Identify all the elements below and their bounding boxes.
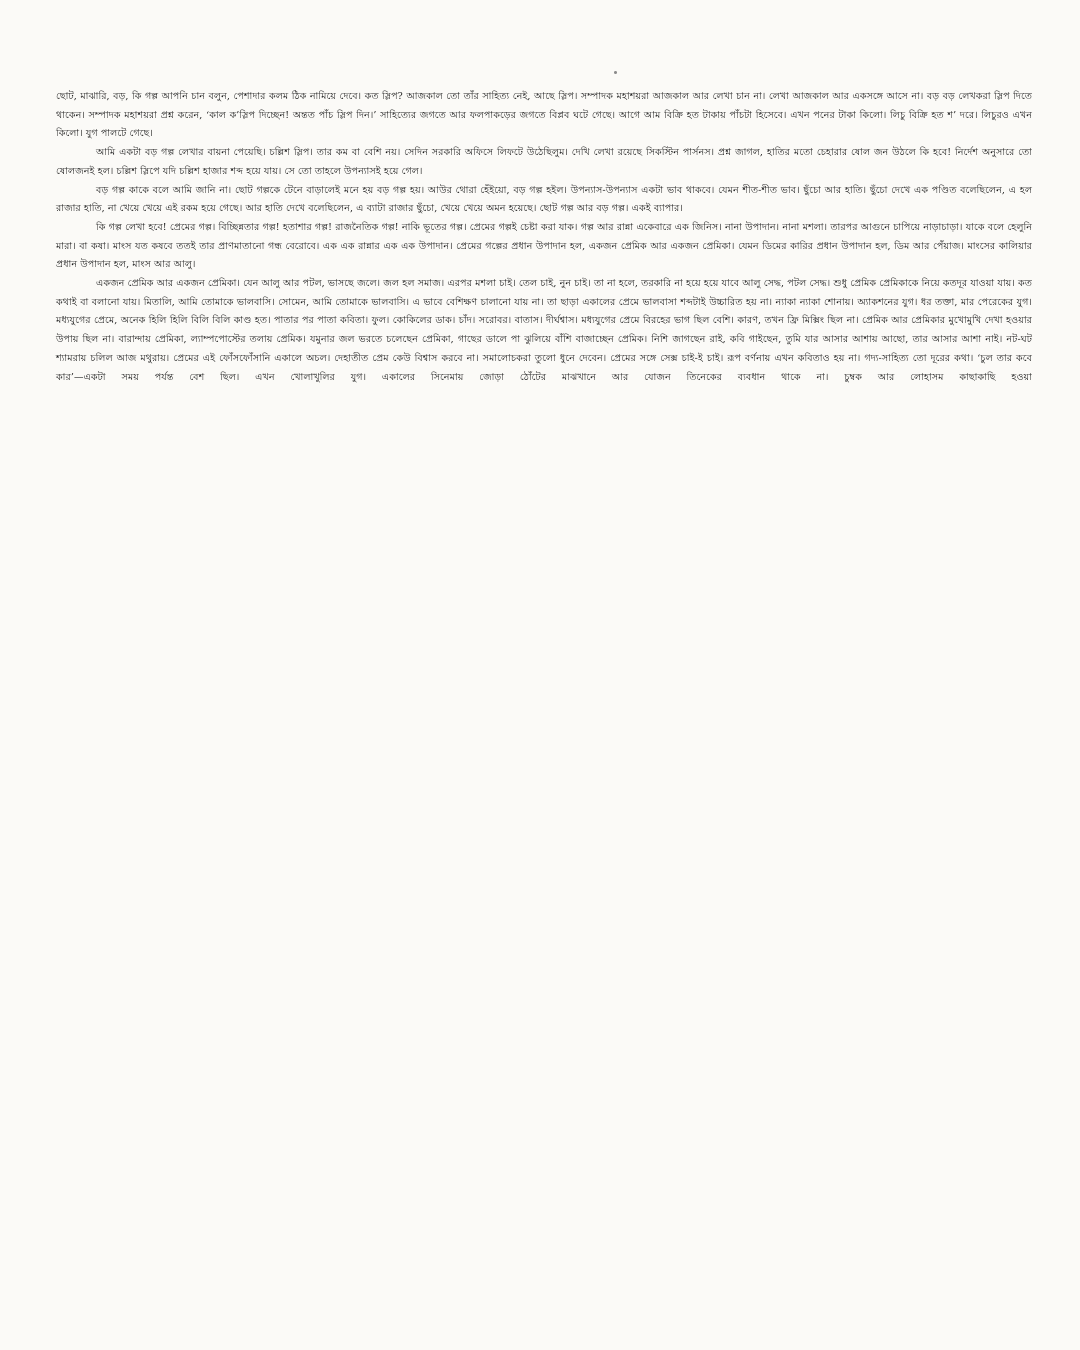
paragraph-2: আমি একটা বড় গল্প লেখার বায়না পেয়েছি। চল্লিশ স্লিপ। তার কম বা বেশি নয়। সেদিন সরকারি অফিসে লিফটে উঠেছিলুম। দেখি লেখা রয়েছে সিকস্টিন পার্সনস। প্রশ্ন জাগল, হাতির মতো চেহারার ষোল জন উঠলে কি হবে! নির্দেশ অনুসারে তো ষোলজনই হল। চল্লিশ স্লিপে যদি চল্লিশ হাজার শব্দ হয়ে যায়। সে তো তাহলে উপন্যাসই হয়ে গেল। bbox=[56, 147, 1032, 177]
paragraph-3: বড় গল্প কাকে বলে আমি জানি না। ছোট গল্পকে টেনে বাড়ালেই মনে হয় বড় গল্প হয়। আউর থোরা হেঁইয়ো, বড় গল্প হইল। উপন্যাস-উপন্যাস একটা ভাব থাকবে। যেমন শীত-শীত ভাব। ছুঁচো আর হাতি। ছুঁচো দেখে এক পণ্ডিত বলেছিলেন, এ হল রাজার হাতি, না খেয়ে খেয়ে এই রকম হয়ে গেছে। আর হাতি দেখে বলেছিলেন, এ ব্যাটা রাজার ছুঁচো, খেয়ে খেয়ে অমন হয়েছে। ছোট গল্প আর বড় গল্প। একই ব্যাপার। bbox=[56, 184, 1032, 215]
paragraph-4: কি গল্প লেখা হবে! প্রেমের গল্প। বিচ্ছিন্নতার গল্প! হতাশার গল্প! রাজনৈতিক গল্প! নাকি ভূতের গল্প। প্রেমের গল্পই চেষ্টা করা যাক। গল্প আর রান্না একেবারে এক জিনিস। নানা উপাদান। নানা মশলা। তারপর আগুনে চাপিয়ে নাড়াচাড়া। যাকে বলে হেলুনি মারা। বা কষা। মাংস যত কষবে ততই তার প্রাণমাতানো গন্ধ বেরোবে। এক এক রান্নার এক এক উপাদান। প্রেমের গল্পের প্রধান উপাদান হল, একজন প্রেমিক আর একজন প্রেমিকা। যেমন ডিমের কারির প্রধান উপাদান হল, ডিম আর পেঁয়াজ। মাংসের কালিয়ার প্রধান উপাদান হল, মাংস আর আলু। bbox=[56, 221, 1032, 271]
paragraph-1: ছোট, মাঝারি, বড়, কি গল্প আপনি চান বলুন, পেশাদার কলম ঠিক নামিয়ে দেবে। কত স্লিপ? আজকাল তো তাঁর সাহিত্য নেই, আছে স্লিপ। সম্পাদক মহাশয়রা আজকাল আর লেখা চান না। লেখা আজকাল আর একসঙ্গে আসে না। বড় বড় লেখকরা স্লিপ দিতে থাকেন। সম্পাদক মহাশয়রা প্রশ্ন করেন, ‘কাল ক’স্লিপ দিচ্ছেন! অন্তত পাঁচ স্লিপ দিন।’ সাহিত্যের জগতে আর ফলপাকড়ের জগতে বিপ্লব ঘটে গেছে। আগে আম বিক্রি হত টাকায় পাঁচটা হিসেবে। এখন পনের টাকা কিলো। লিচু বিক্রি হত শ’ দরে। লিচুরও এখন কিলো। যুগ পালটে গেছে। bbox=[56, 91, 1032, 140]
print-speck bbox=[614, 71, 617, 74]
paragraph-5: একজন প্রেমিক আর একজন প্রেমিকা। যেন আলু আর পটল, ভাসছে জলে। জল হল সমাজ। এরপর মশলা চাই। তেল চাই, নুন চাই। তা না হলে, তরকারি না হয়ে হয়ে যাবে আলু সেদ্ধ, পটল সেদ্ধ। শুধু প্রেমিক প্রেমিকাকে নিয়ে কতদূর যাওয়া যায়। কত কথাই বা বলানো যায়। মিতালি, আমি তোমাকে ভালবাসি। সোমেন, আমি তোমাকে ভালবাসি। এ ভাবে বেশিক্ষণ চালানো যায় না। তা ছাড়া একালের প্রেমে ভালবাসা শব্দটাই উচ্চারিত হয় না। ন্যাকা ন্যাকা শোনায়। অ্যাকশনের যুগ। ধর তক্তা, মার পেরেকের যুগ। মধ্যযুগের প্রেমে, অনেক হিলি হিলি বিলি বিলি কাণ্ড হত। পাতার পর পাতা কবিতা। ফুল। কোকিলের ডাক। চাঁদ। সরোবর। বাতাস। দীর্ঘশ্বাস। মধ্যযুগের প্রেমে বিরহের ভাগ ছিল বেশি। কারণ, তখন ফ্রি মিক্সিং ছিল না। প্রেমিক আর প্রেমিকার মুখোমুখি দেখা হওয়ার উপায় ছিল না। বারান্দায় প্রেমিকা, ল্যাম্পপোস্টের তলায় প্রেমিক। যমুনার জল ভরতে চলেছেন প্রেমিকা, গাছের ডালে পা ঝুলিয়ে বাঁশি বাজাচ্ছেন প্রেমিক। নিশি জাগছেন রাই, কবি গাইছেন, তুমি যার আসার আশায় আছো, তার আসার আশা নাই। নট-ঘট শ্যামরায় চলিল আজ মথুরায়। প্রেমের এই ফোঁসফোঁসানি একালে অচল। দেহাতীত প্রেম কেউ বিশ্বাস করবে না। সমালোচকরা তুলো ধুনে দেবেন। প্রেমের সঙ্গে সেক্স চাই-ই চাই। রূপ বর্ণনায় এখন কবিতাও হয় না। গদ্য-সাহিত্য তো দূরের কথা। ‘চুল তার কবে কার’—একটা সময় পর্যন্ত বেশ ছিল। এখন খোলাখুলির যুগ। একালের সিনেমায় জোড়া ঠোঁটের মাঝখানে আর যোজন তিনেকের ব্যবধান থাকে না। চুম্বক আর লোহাসম কাছাকাছি হওয়া bbox=[56, 278, 1032, 383]
